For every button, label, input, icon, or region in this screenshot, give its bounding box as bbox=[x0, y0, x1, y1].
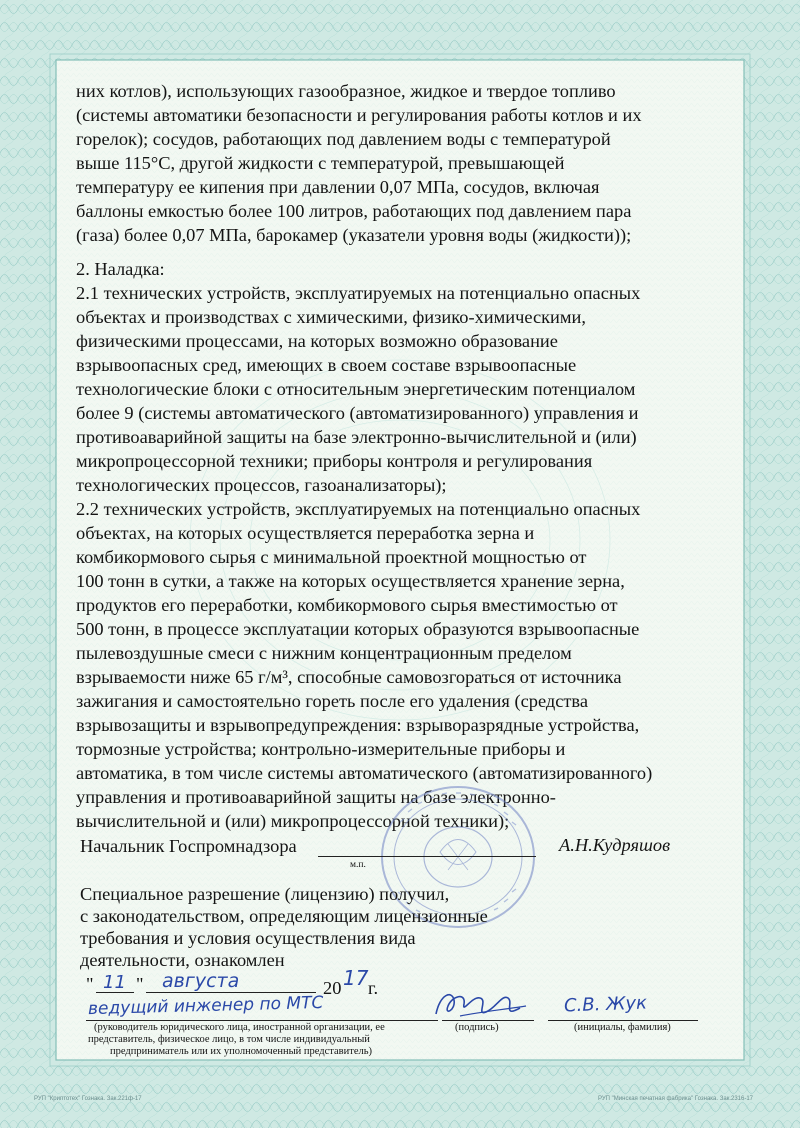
date-quote-open: " bbox=[86, 974, 94, 994]
body-line: продуктов его переработки, комбикормового сырья вместимостью от bbox=[76, 595, 618, 615]
signature-underline bbox=[442, 1020, 534, 1021]
ack-line: требования и условия осуществления вида bbox=[80, 928, 416, 948]
section-heading: 2. Наладка: bbox=[76, 259, 165, 279]
body-line: 100 тонн в сутки, а также на которых осуществляется хранение зерна, bbox=[76, 571, 625, 591]
body-line: микропроцессорной техники; приборы контроля и регулирования bbox=[76, 451, 593, 471]
body-line: физическими процессами, на которых возможно образование bbox=[76, 331, 558, 351]
body-line: пылевоздушные смеси с нижним концентрационным пределом bbox=[76, 643, 572, 663]
body-line: зажигания и самостоятельно гореть после его удаления (средства bbox=[76, 691, 589, 711]
ack-line: с законодательством, определяющим лицензионные bbox=[80, 906, 488, 926]
body-line: 500 тонн, в процессе эксплуатации которых образуются взрывоопасные bbox=[76, 619, 640, 639]
body-line: объектах, на которых осуществляется переработка зерна и bbox=[76, 523, 535, 543]
handwritten-initials: С.В. Жук bbox=[563, 992, 648, 1017]
body-line: объектах и производствах с химическими, физико-химическими, bbox=[76, 307, 586, 327]
position-title: Начальник Госпромнадзора bbox=[80, 836, 297, 856]
body-line: взрывоопасных сред, имеющих в своем составе взрывоопасные bbox=[76, 355, 577, 375]
body-line: технологических процессов, газоанализаторы); bbox=[76, 475, 447, 495]
body-line: управления и противоаварийной защиты на базе электронно- bbox=[76, 787, 556, 807]
initials-underline bbox=[548, 1020, 698, 1021]
date-day: 11 bbox=[103, 972, 126, 993]
signature-line bbox=[318, 856, 536, 857]
date-year-tail: г. bbox=[368, 978, 379, 998]
stamp-place-label: м.п. bbox=[350, 860, 366, 870]
body-line: выше 115°С, другой жидкости с температурой, превышающей bbox=[76, 153, 565, 173]
body-line: горелок); сосудов, работающих под давлением воды с температурой bbox=[76, 129, 611, 149]
body-line: 2.1 технических устройств, эксплуатируемых на потенциально опасных bbox=[76, 283, 641, 303]
role-underline bbox=[86, 1020, 438, 1021]
body-line: взрывозащиты и взрывопредупреждения: взрыворазрядные устройства, bbox=[76, 715, 640, 735]
body-line: них котлов), использующих газообразное, жидкое и твердое топливо bbox=[76, 81, 616, 101]
body-line: взрываемости ниже 65 г/м³, способные самовозгораться от источника bbox=[76, 667, 622, 687]
role-caption-line: (руководитель юридического лица, иностранной организации, ее bbox=[94, 1022, 385, 1033]
body-line: технологические блоки с относительным энергетическим потенциалом bbox=[76, 379, 636, 399]
handwritten-role: ведущий инженер по МТС bbox=[87, 992, 324, 1020]
signatory-name: А.Н.Кудряшов bbox=[559, 835, 671, 855]
ack-line: Специальное разрешение (лицензию) получил, bbox=[80, 884, 450, 904]
body-line: более 9 (системы автоматического (автоматизированного) управления и bbox=[76, 403, 639, 423]
date-year-suffix: 17 bbox=[343, 966, 369, 990]
body-line: вычислительной и (или) микропроцессорной техники); bbox=[76, 811, 510, 831]
body-line: тормозные устройства; контрольно-измерительные приборы и bbox=[76, 739, 566, 759]
body-line: 2.2 технических устройств, эксплуатируемых на потенциально опасных bbox=[76, 499, 641, 519]
body-line: автоматика, в том числе системы автоматического (автоматизированного) bbox=[76, 763, 653, 783]
role-caption-line: предприниматель или их уполномоченный представитель) bbox=[110, 1046, 373, 1057]
date-year-prefix: 20 bbox=[323, 978, 342, 998]
date-quote-close: " bbox=[136, 974, 144, 994]
body-line: комбикормового сырья с минимальной проектной мощностью от bbox=[76, 547, 587, 567]
body-line: температуру ее кипения при давлении 0,07 МПа, сосудов, включая bbox=[76, 177, 600, 197]
body-line: баллоны емкостью более 100 литров, работающих под давлением пара bbox=[76, 201, 632, 221]
body-line: (системы автоматики безопасности и регулирования работы котлов и их bbox=[76, 105, 642, 125]
printer-footer-left: РУП "Криптотех" Гознака. Зак.221ф-17 bbox=[34, 1096, 142, 1102]
printer-footer-right: РУП "Минская печатная фабрика" Гознака. Зак.2316-17 bbox=[598, 1096, 754, 1102]
body-line: (газа) более 0,07 МПа, барокамер (указатели уровня воды (жидкости)); bbox=[76, 225, 632, 245]
date-month: августа bbox=[162, 970, 240, 992]
body-line: противоаварийной защиты на базе электронно-вычислительной и (или) bbox=[76, 427, 637, 447]
ack-line: деятельности, ознакомлен bbox=[80, 950, 285, 970]
initials-caption: (инициалы, фамилия) bbox=[574, 1022, 671, 1033]
signature-caption: (подпись) bbox=[455, 1022, 499, 1033]
role-caption-line: представитель, физическое лицо, в том числе индивидуальный bbox=[88, 1034, 370, 1045]
